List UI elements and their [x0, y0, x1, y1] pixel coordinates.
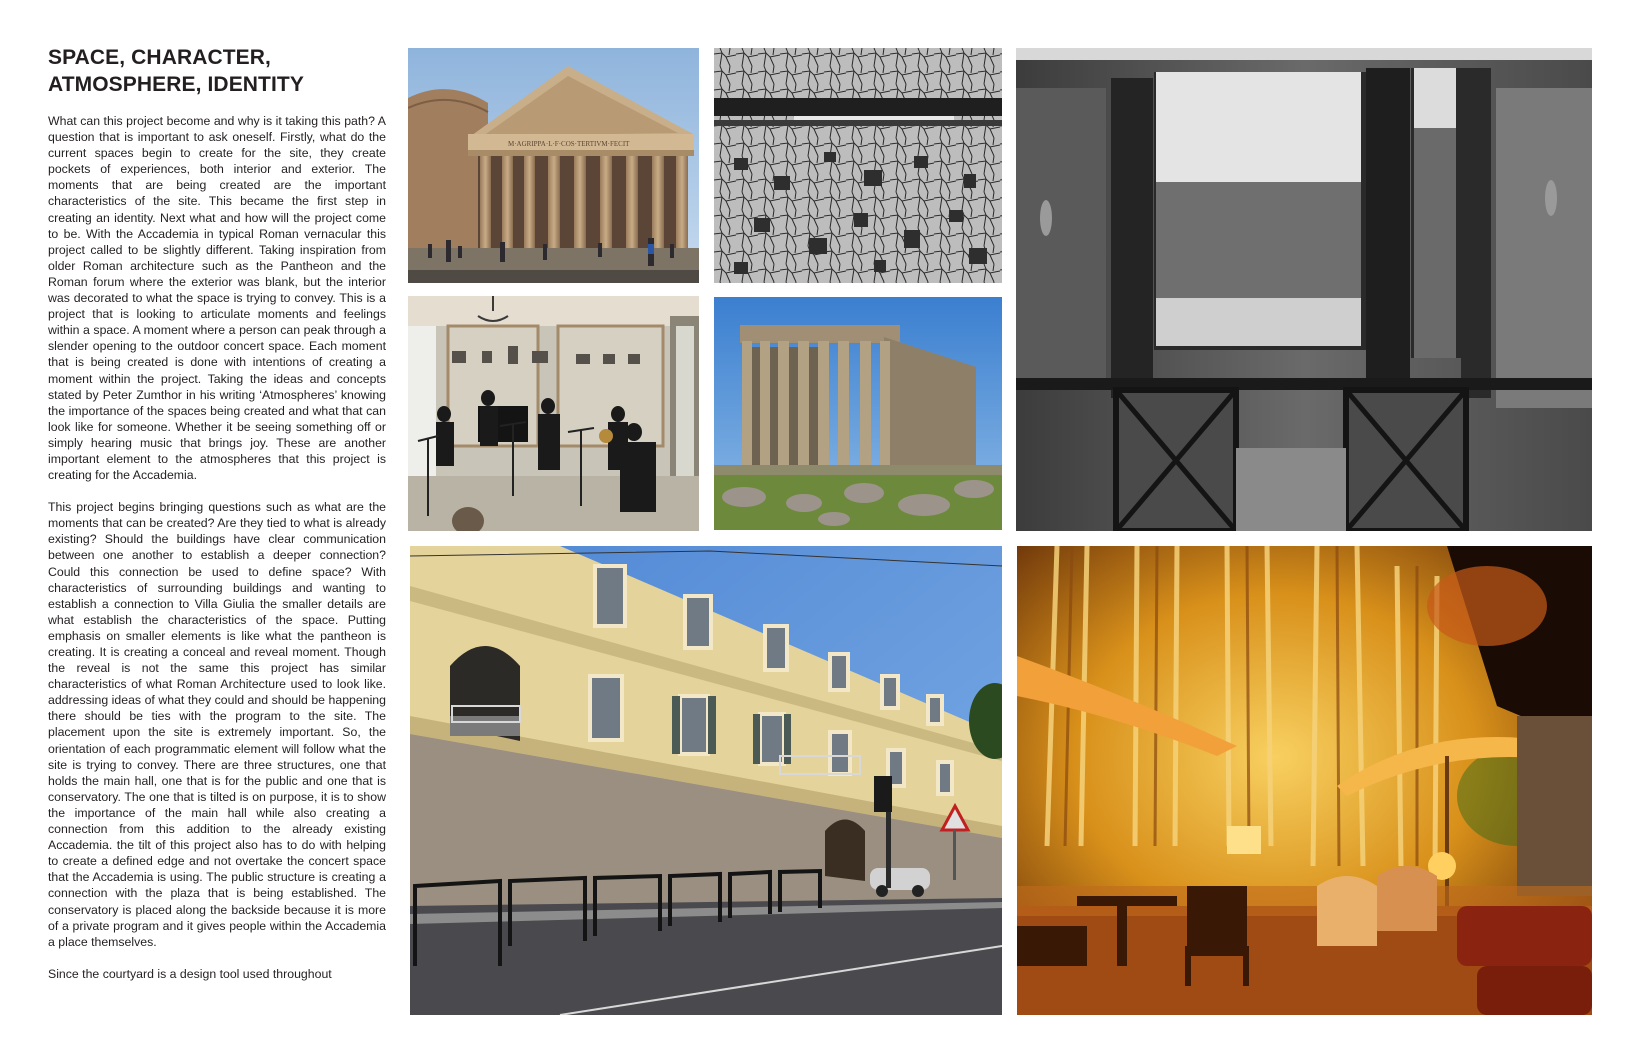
bamboo-garden-night-photo — [1017, 546, 1592, 1015]
paragraph-1: What can this project become and why is it taking this path? A question that is important to ask oneself. Firstly, what do the current spaces begin to create for the site, they create pockets of experiences, both interior and exterior. The moments that are being created are the important characteristics of the site. This became the first step in creating an identity. Next what and how will the project come to be. With the Accademia in typical Roman vernacular this project called to be slightly different. Taking inspiration from older Roman architecture such as the Pantheon and the Roman forum where the exterior was blank, but the interior was decorated to what the space is trying to convey. This is a project that is looking to articulate moments and feelings within a space. A moment where a person can peak through a slender opening to the outdoor concert space. Each moment that is being created is done with intentions of creating a moment within the project. Taking the ideas and concepts stated by Peter Zumthor in his writing ‘Atmospheres’ knowing the importance of the spaces being created and what that can look like for someone. Whether it be seeing something off or simply hearing music that brings joy. These are another important element to the atmospheres that this project is creating for the Accademia. — [48, 114, 386, 483]
ruins-photo — [714, 297, 1002, 530]
paragraph-3: Since the courtyard is a design tool used throughout — [48, 966, 332, 981]
accademia-building-photo — [410, 546, 1002, 1015]
pantheon-photo — [408, 48, 699, 283]
title-line-2: ATMOSPHERE, IDENTITY — [48, 73, 304, 96]
concert-photo — [408, 296, 699, 531]
pantheon-inscription: M·AGRIPPA·L·F·COS·TERTIVM·FECIT — [508, 140, 630, 148]
page-title — [48, 44, 386, 98]
fresco-window-photo — [1016, 48, 1592, 531]
paragraph-2: This project begins bringing questions such as what are the moments that can be created? Are they tied to what is already existing? Should the buildings have clear communication between one another to establish a deeper connection? Could this connection be used to define space? With characteristics of surrounding buildings and wanting to establish a connection to Villa Giulia the smaller details are what establish the characteristics of the space. Putting emphasis on smaller elements is like what the pantheon is creating. It is creating a conceal and reveal moment. Though the reveal is not the same this project has similar characteristics of what Roman Architecture used to look like. addressing ideas of what they could and should be happening there should be ties with the program to the site. The placement upon the site is extremely important. So, the orientation of each programmatic element will follow what the site is trying to convey. There are three structures, one that holds the main hall, one that is for the public and one that is conservatory. The one that is tilted is on purpose, it is to show the importance of the main hall while also creating a connection from this addition to the already existing Accademia. the tilt of this project also has to do with helping to create a defined edge and not overtake the concert space that the Accademia is using. The public structure is creating a connection with the plaza that is being established. The conservatory is placed along the backside because it is more of a private program and it gives people within the Accademia a place themselves. — [48, 500, 386, 949]
cracked-wall-photo — [714, 48, 1002, 283]
title-line-1: SPACE, CHARACTER, — [48, 46, 271, 69]
text-column — [48, 44, 386, 982]
